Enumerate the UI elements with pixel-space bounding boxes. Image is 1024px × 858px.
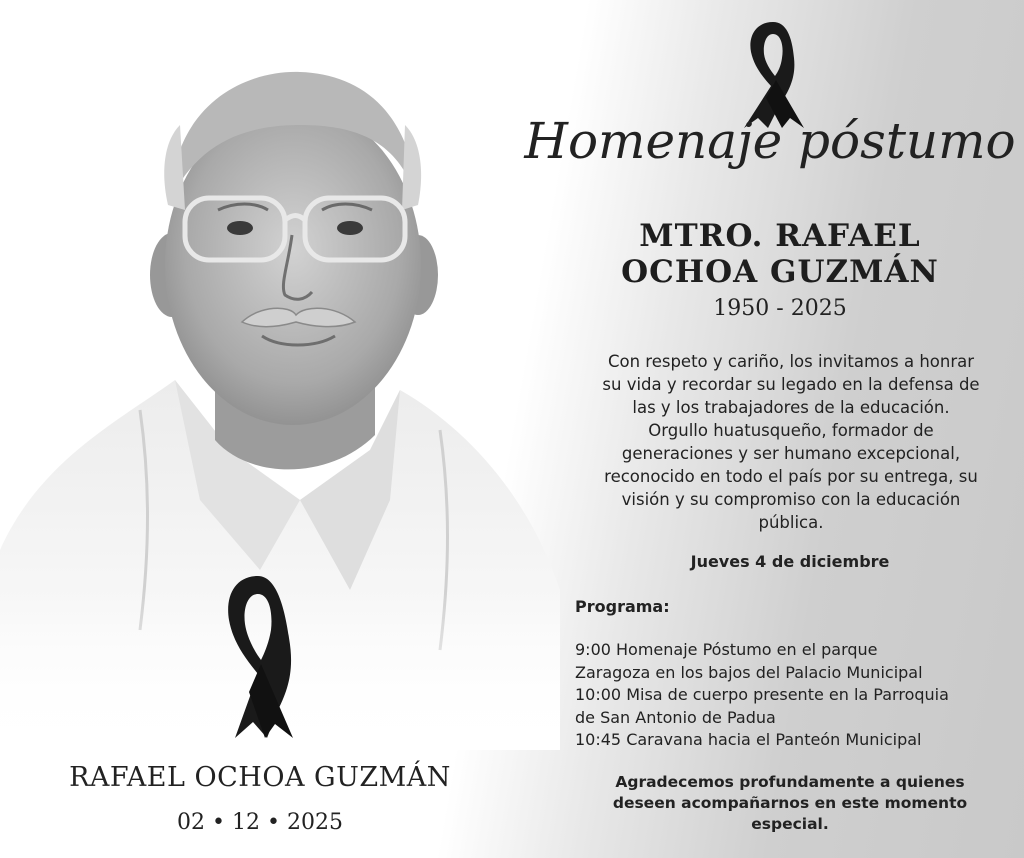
intro-line: generaciones y ser humano excepcional, <box>621 444 961 463</box>
intro-line: su vida y recordar su legado en la defensa de <box>602 375 980 394</box>
closing-line: especial. <box>751 815 829 833</box>
mourning-ribbon-icon <box>215 572 301 742</box>
closing-line: Agradecemos profundamente a quienes <box>615 773 965 791</box>
program-heading: Programa: <box>575 597 670 616</box>
closing-line: deseen acompañarnos en este momento <box>612 794 968 812</box>
intro-line: Orgullo huatusqueño, formador de <box>648 421 934 440</box>
date-caption: 02 • 12 • 2025 <box>177 810 343 835</box>
intro-line: pública. <box>758 513 824 532</box>
program-schedule <box>575 639 1020 752</box>
honoree-name-line1: MTRO. RAFAEL <box>639 218 921 254</box>
schedule-line: de San Antonio de Padua <box>575 707 776 727</box>
life-years: 1950 - 2025 <box>713 296 847 321</box>
schedule-line: Zaragoza en los bajos del Palacio Municipal <box>575 662 923 682</box>
schedule-line: 10:00 Misa de cuerpo presente en la Parroquia <box>575 685 949 704</box>
closing-message <box>560 772 1020 835</box>
deceased-name-caption: RAFAEL OCHOA GUZMÁN <box>69 762 451 793</box>
intro-line: las y los trabajadores de la educación. <box>632 398 950 417</box>
event-date: Jueves 4 de diciembre <box>690 552 890 571</box>
schedule-line: 9:00 Homenaje Póstumo en el parque <box>575 640 878 659</box>
intro-line: visión y su compromiso con la educación <box>621 490 961 509</box>
intro-line: reconocido en todo el país por su entrega, su <box>604 467 978 486</box>
intro-paragraph <box>572 350 1010 534</box>
schedule-line: 10:45 Caravana hacia el Panteón Municipal <box>575 730 922 749</box>
page-title: Homenaje póstumo <box>524 112 1016 170</box>
intro-line: Con respeto y cariño, los invitamos a honrar <box>607 352 975 371</box>
honoree-name-line2: OCHOA GUZMÁN <box>621 254 939 290</box>
